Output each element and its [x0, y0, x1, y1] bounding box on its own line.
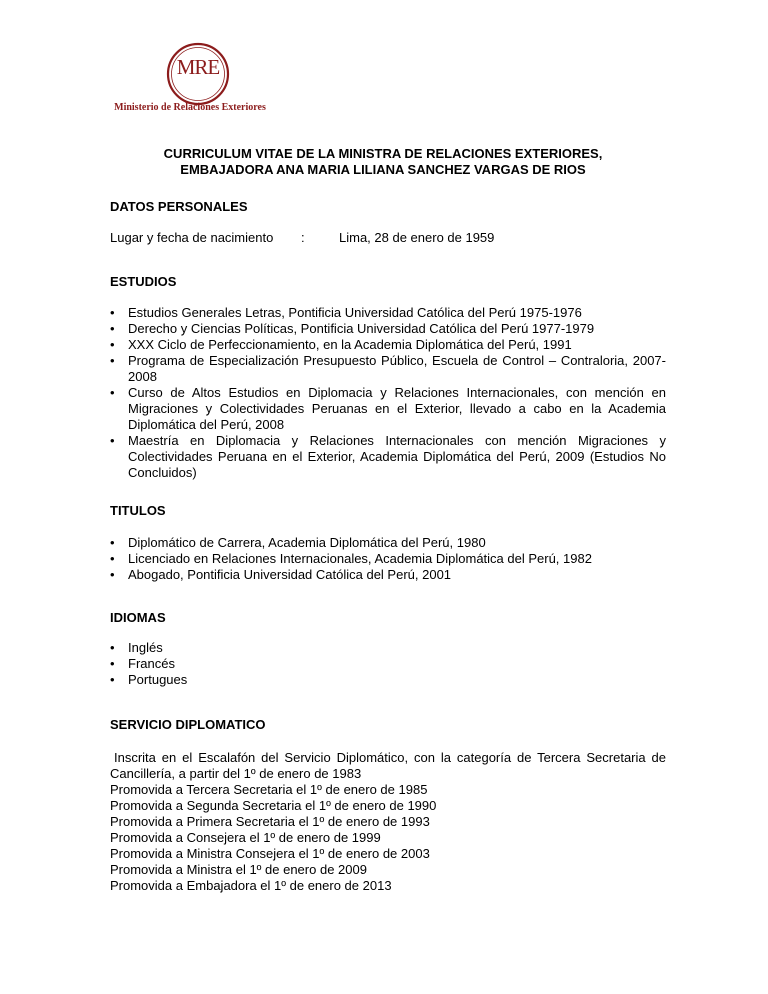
- ministry-logo: [80, 42, 300, 114]
- document-title: [100, 146, 666, 178]
- list-item: • Inglés: [110, 640, 666, 656]
- list-item: • Derecho y Ciencias Políticas, Pontificia Universidad Católica del Perú 1977-1979: [110, 321, 666, 337]
- list-item: • Abogado, Pontificia Universidad Católica del Perú, 2001: [110, 567, 666, 583]
- seal-text: MRE: [176, 55, 220, 79]
- service-line: Promovida a Ministra Consejera el 1º de enero de 2003: [110, 846, 430, 861]
- service-line: Promovida a Embajadora el 1º de enero de 2013: [110, 878, 392, 893]
- birth-colon: :: [301, 230, 305, 245]
- list-item: • Curso de Altos Estudios en Diplomacia y Relaciones Internacionales, con mención en Migraciones y Colectividades Peruanas en el Exterior, llevado a cabo en la Academia Diplomática del Perú, 2008: [110, 385, 666, 433]
- list-item: • Portugues: [110, 672, 666, 688]
- list-item: • Maestría en Diplomacia y Relaciones Internacionales con mención Migraciones y Colectividades Peruana en el Exterior, Academia Diplomática del Perú, 2009 (Estudios No Concluidos): [110, 433, 666, 481]
- heading-personal: DATOS PERSONALES: [110, 199, 248, 214]
- titles-list: [110, 535, 666, 583]
- birth-label: Lugar y fecha de nacimiento: [110, 230, 274, 245]
- service-block: [110, 750, 666, 894]
- service-line: Promovida a Segunda Secretaria el 1º de enero de 1990: [110, 798, 437, 813]
- list-item: • Estudios Generales Letras, Pontificia Universidad Católica del Perú 1975-1976: [110, 305, 666, 321]
- list-item: • Francés: [110, 656, 666, 672]
- service-line: Promovida a Primera Secretaria el 1º de enero de 1993: [110, 814, 430, 829]
- languages-list: [110, 640, 666, 688]
- heading-studies: ESTUDIOS: [110, 274, 177, 289]
- list-item: • XXX Ciclo de Perfeccionamiento, en la Academia Diplomática del Perú, 1991: [110, 337, 666, 353]
- title-line-2: EMBAJADORA ANA MARIA LILIANA SANCHEZ VARGAS DE RIOS: [180, 162, 586, 177]
- heading-service: SERVICIO DIPLOMATICO: [110, 717, 266, 732]
- birth-value: Lima, 28 de enero de 1959: [339, 230, 495, 245]
- service-intro: Inscrita en el Escalafón del Servicio Diplomático, con la categoría de Tercera Secretaria de Cancillería, a partir del 1º de enero de 1983: [110, 750, 666, 781]
- service-line: Promovida a Tercera Secretaria el 1º de enero de 1985: [110, 782, 428, 797]
- list-item: • Diplomático de Carrera, Academia Diplomática del Perú, 1980: [110, 535, 666, 551]
- heading-languages: IDIOMAS: [110, 610, 166, 625]
- list-item: • Licenciado en Relaciones Internacionales, Academia Diplomática del Perú, 1982: [110, 551, 666, 567]
- studies-list: [110, 305, 666, 481]
- service-line: Promovida a Consejera el 1º de enero de 1999: [110, 830, 381, 845]
- birth-field-row: [110, 230, 670, 246]
- title-line-1: CURRICULUM VITAE DE LA MINISTRA DE RELACIONES EXTERIORES,: [163, 146, 603, 161]
- list-item: • Programa de Especialización Presupuesto Público, Escuela de Control – Contraloria, 2007-2008: [110, 353, 666, 385]
- heading-titles: TITULOS: [110, 503, 166, 518]
- ministry-name: Ministerio de Relaciones Exteriores: [114, 102, 266, 113]
- service-line: Promovida a Ministra el 1º de enero de 2009: [110, 862, 367, 877]
